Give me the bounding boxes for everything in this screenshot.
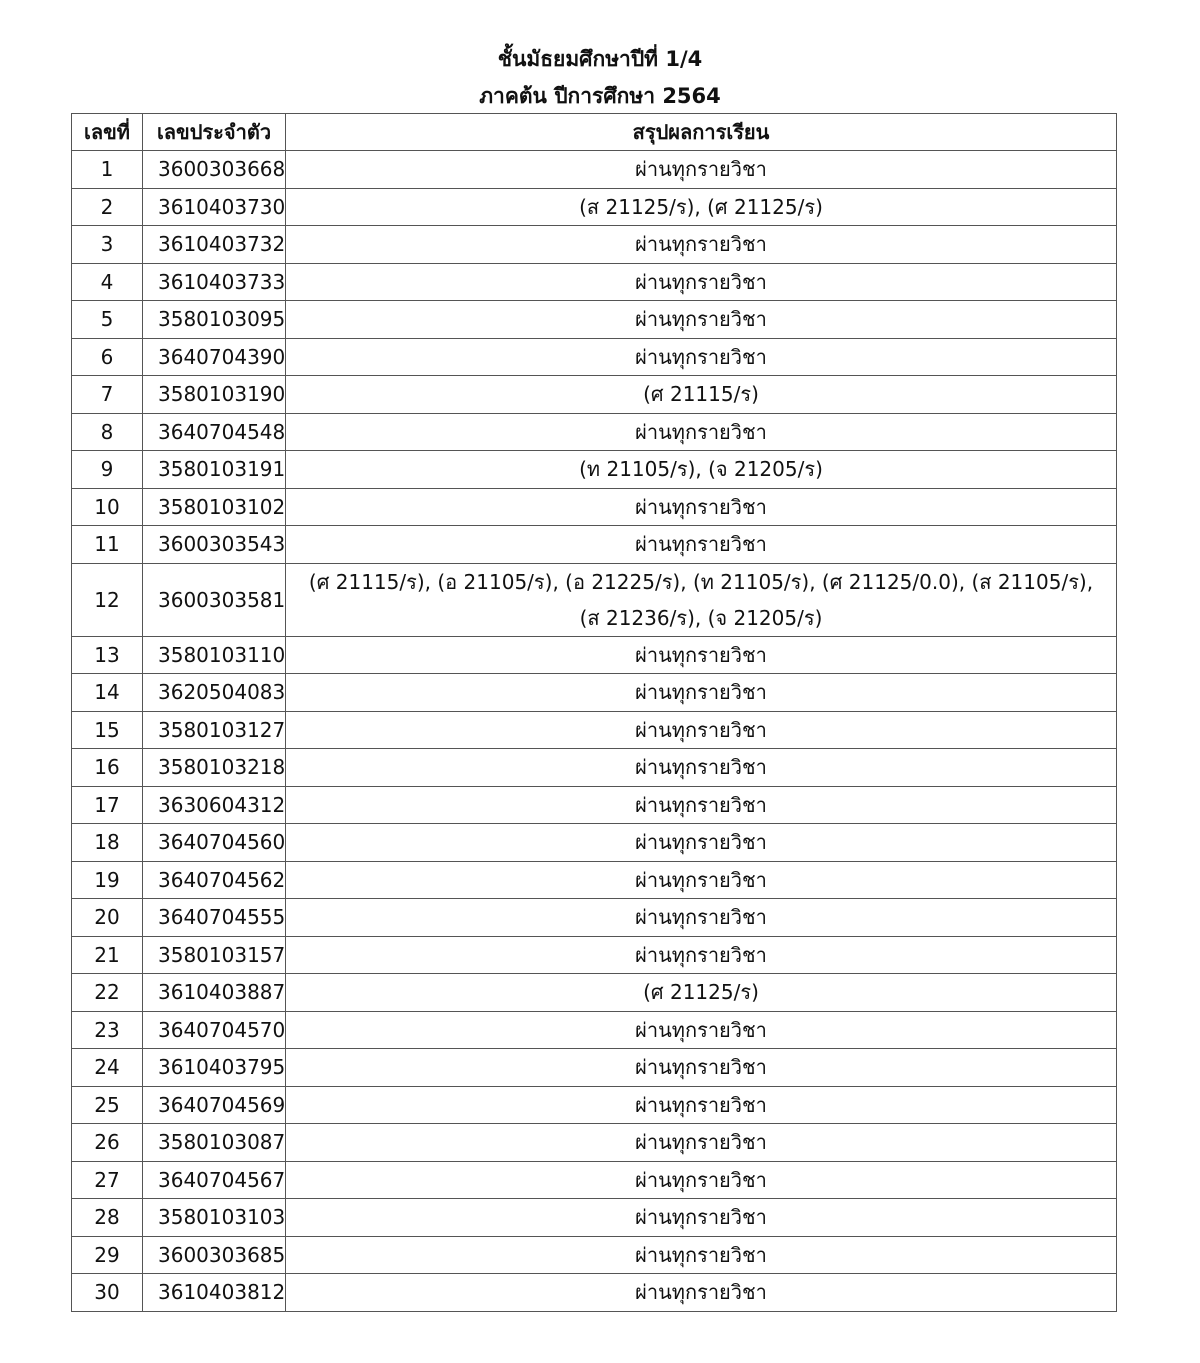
cell-summary: ผ่านทุกรายวิชา <box>286 861 1117 899</box>
cell-summary: (ท 21105/ร), (จ 21205/ร) <box>286 451 1117 489</box>
table-row <box>72 1086 1117 1124</box>
cell-number: 7 <box>72 376 143 414</box>
table-row <box>72 711 1117 749</box>
table-row <box>72 1199 1117 1237</box>
cell-number: 25 <box>72 1086 143 1124</box>
cell-number: 29 <box>72 1236 143 1274</box>
cell-summary: ผ่านทุกรายวิชา <box>286 674 1117 712</box>
table-row <box>72 451 1117 489</box>
cell-summary: (ศ 21115/ร) <box>286 376 1117 414</box>
table-row <box>72 1161 1117 1199</box>
cell-summary: ผ่านทุกรายวิชา <box>286 1011 1117 1049</box>
cell-student-id: 3600303668 <box>143 151 286 189</box>
cell-summary: ผ่านทุกรายวิชา <box>286 226 1117 264</box>
cell-student-id: 3610403812 <box>143 1274 286 1312</box>
table-row <box>72 861 1117 899</box>
cell-student-id: 3610403795 <box>143 1049 286 1087</box>
cell-student-id: 3610403732 <box>143 226 286 264</box>
cell-student-id: 3640704390 <box>143 338 286 376</box>
cell-summary: ผ่านทุกรายวิชา <box>286 711 1117 749</box>
cell-summary: ผ่านทุกรายวิชา <box>286 301 1117 339</box>
cell-number: 30 <box>72 1274 143 1312</box>
cell-student-id: 3600303685 <box>143 1236 286 1274</box>
table-row <box>72 674 1117 712</box>
cell-number: 23 <box>72 1011 143 1049</box>
cell-summary: ผ่านทุกรายวิชา <box>286 749 1117 787</box>
cell-number: 18 <box>72 824 143 862</box>
cell-summary: ผ่านทุกรายวิชา <box>286 1124 1117 1162</box>
cell-student-id: 3640704548 <box>143 413 286 451</box>
cell-number: 3 <box>72 226 143 264</box>
cell-number: 5 <box>72 301 143 339</box>
cell-number: 16 <box>72 749 143 787</box>
cell-summary: ผ่านทุกรายวิชา <box>286 899 1117 937</box>
table-row <box>72 301 1117 339</box>
cell-student-id: 3640704562 <box>143 861 286 899</box>
cell-summary: ผ่านทุกรายวิชา <box>286 1161 1117 1199</box>
cell-student-id: 3580103218 <box>143 749 286 787</box>
table-row <box>72 1011 1117 1049</box>
table-row <box>72 1236 1117 1274</box>
cell-student-id: 3580103087 <box>143 1124 286 1162</box>
table-row <box>72 563 1117 636</box>
cell-number: 2 <box>72 188 143 226</box>
cell-number: 21 <box>72 936 143 974</box>
cell-summary-line: (ส 21236/ร), (จ 21205/ร) <box>579 605 823 630</box>
cell-number: 8 <box>72 413 143 451</box>
table-row <box>72 936 1117 974</box>
page-title: ชั้นมัธยมศึกษาปีที่ 1/4 <box>497 47 703 71</box>
cell-summary: (ส 21125/ร), (ศ 21125/ร) <box>286 188 1117 226</box>
cell-number: 26 <box>72 1124 143 1162</box>
cell-student-id: 3580103127 <box>143 711 286 749</box>
cell-summary: ผ่านทุกรายวิชา <box>286 1274 1117 1312</box>
cell-summary: ผ่านทุกรายวิชา <box>286 636 1117 674</box>
page-subtitle: ภาคต้น ปีการศึกษา 2564 <box>479 84 721 108</box>
cell-number: 24 <box>72 1049 143 1087</box>
cell-number: 10 <box>72 488 143 526</box>
table-row <box>72 1124 1117 1162</box>
cell-summary: ผ่านทุกรายวิชา <box>286 1049 1117 1087</box>
table-row <box>72 749 1117 787</box>
table-row <box>72 226 1117 264</box>
table-row <box>72 974 1117 1012</box>
cell-number: 27 <box>72 1161 143 1199</box>
cell-student-id: 3600303543 <box>143 526 286 564</box>
cell-number: 6 <box>72 338 143 376</box>
table-row <box>72 526 1117 564</box>
cell-number: 22 <box>72 974 143 1012</box>
table-row <box>72 488 1117 526</box>
cell-number: 4 <box>72 263 143 301</box>
cell-number: 19 <box>72 861 143 899</box>
table-header-row <box>72 114 1117 151</box>
cell-summary: ผ่านทุกรายวิชา <box>286 151 1117 189</box>
cell-number: 11 <box>72 526 143 564</box>
cell-number: 17 <box>72 786 143 824</box>
column-header-student-id: เลขประจำตัว <box>143 114 286 151</box>
cell-summary: (ศ 21125/ร) <box>286 974 1117 1012</box>
cell-number: 15 <box>72 711 143 749</box>
cell-student-id: 3620504083 <box>143 674 286 712</box>
table-row <box>72 1049 1117 1087</box>
cell-summary: ผ่านทุกรายวิชา <box>286 413 1117 451</box>
table-row <box>72 188 1117 226</box>
cell-student-id: 3580103157 <box>143 936 286 974</box>
cell-summary: ผ่านทุกรายวิชา <box>286 338 1117 376</box>
cell-number: 28 <box>72 1199 143 1237</box>
table-row <box>72 413 1117 451</box>
cell-number: 13 <box>72 636 143 674</box>
cell-number: 20 <box>72 899 143 937</box>
cell-student-id: 3580103190 <box>143 376 286 414</box>
cell-summary: ผ่านทุกรายวิชา <box>286 263 1117 301</box>
cell-number: 14 <box>72 674 143 712</box>
cell-student-id: 3580103095 <box>143 301 286 339</box>
table-row <box>72 786 1117 824</box>
cell-summary: ผ่านทุกรายวิชา <box>286 824 1117 862</box>
column-header-number: เลขที่ <box>72 114 143 151</box>
cell-student-id: 3600303581 <box>143 563 286 636</box>
cell-student-id: 3610403887 <box>143 974 286 1012</box>
column-header-summary: สรุปผลการเรียน <box>286 114 1117 151</box>
cell-student-id: 3580103110 <box>143 636 286 674</box>
cell-student-id: 3640704567 <box>143 1161 286 1199</box>
cell-number: 12 <box>72 563 143 636</box>
cell-summary-line: (ศ 21115/ร), (อ 21105/ร), (อ 21225/ร), (ท 21105/ร), (ศ 21125/0.0), (ส 21105/ร), <box>308 569 1094 594</box>
cell-student-id: 3640704560 <box>143 824 286 862</box>
table-row <box>72 824 1117 862</box>
table-row <box>72 376 1117 414</box>
cell-summary: ผ่านทุกรายวิชา <box>286 1236 1117 1274</box>
table-body <box>72 151 1117 1312</box>
table-row <box>72 338 1117 376</box>
table-row <box>72 263 1117 301</box>
cell-student-id: 3580103191 <box>143 451 286 489</box>
cell-summary: ผ่านทุกรายวิชา <box>286 488 1117 526</box>
cell-number: 9 <box>72 451 143 489</box>
cell-student-id: 3580103102 <box>143 488 286 526</box>
table-row <box>72 151 1117 189</box>
cell-summary: ผ่านทุกรายวิชา <box>286 1199 1117 1237</box>
cell-student-id: 3630604312 <box>143 786 286 824</box>
cell-student-id: 3640704570 <box>143 1011 286 1049</box>
cell-summary: ผ่านทุกรายวิชา <box>286 526 1117 564</box>
cell-student-id: 3580103103 <box>143 1199 286 1237</box>
cell-student-id: 3640704569 <box>143 1086 286 1124</box>
cell-summary: ผ่านทุกรายวิชา <box>286 1086 1117 1124</box>
results-table <box>71 113 1117 1312</box>
cell-summary: ผ่านทุกรายวิชา <box>286 786 1117 824</box>
table-row <box>72 636 1117 674</box>
cell-number: 1 <box>72 151 143 189</box>
table-row <box>72 1274 1117 1312</box>
cell-student-id: 3610403730 <box>143 188 286 226</box>
cell-summary: ผ่านทุกรายวิชา <box>286 936 1117 974</box>
table-row <box>72 899 1117 937</box>
cell-student-id: 3640704555 <box>143 899 286 937</box>
cell-summary <box>286 563 1117 636</box>
cell-student-id: 3610403733 <box>143 263 286 301</box>
